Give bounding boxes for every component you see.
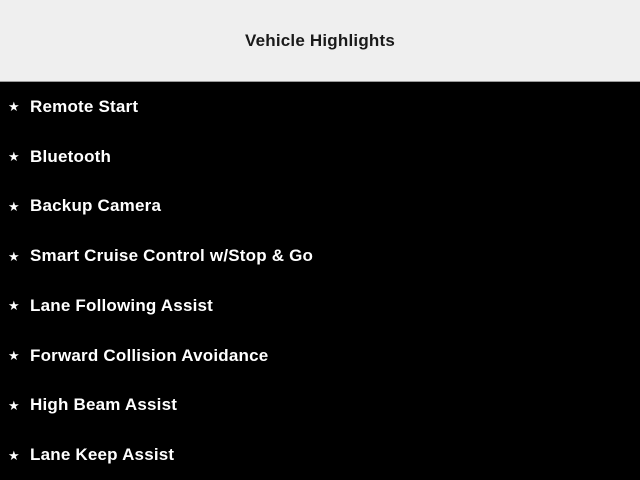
list-item — [0, 331, 640, 381]
list-item — [0, 182, 640, 232]
panel-header — [0, 0, 640, 82]
list-item — [0, 430, 640, 480]
star-icon: ★ — [8, 248, 20, 264]
star-icon: ★ — [8, 348, 20, 364]
list-item — [0, 82, 640, 132]
list-item — [0, 132, 640, 182]
star-icon: ★ — [8, 447, 20, 463]
star-icon: ★ — [8, 99, 20, 115]
highlight-label: High Beam Assist — [30, 395, 178, 415]
highlight-label: Forward Collision Avoidance — [30, 345, 269, 365]
highlight-label: Backup Camera — [30, 196, 162, 216]
list-item — [0, 231, 640, 281]
highlight-label: Bluetooth — [30, 146, 112, 166]
list-item — [0, 381, 640, 431]
page-title: Vehicle Highlights — [244, 30, 396, 50]
highlights-list — [0, 82, 640, 480]
star-icon: ★ — [8, 298, 20, 314]
highlight-label: Lane Keep Assist — [30, 445, 175, 465]
highlight-label: Lane Following Assist — [30, 295, 214, 315]
highlight-label: Remote Start — [30, 96, 139, 116]
star-icon: ★ — [8, 198, 20, 214]
highlight-label: Smart Cruise Control w/Stop & Go — [30, 246, 314, 266]
star-icon: ★ — [8, 397, 20, 413]
star-icon: ★ — [8, 149, 20, 165]
list-item — [0, 281, 640, 331]
